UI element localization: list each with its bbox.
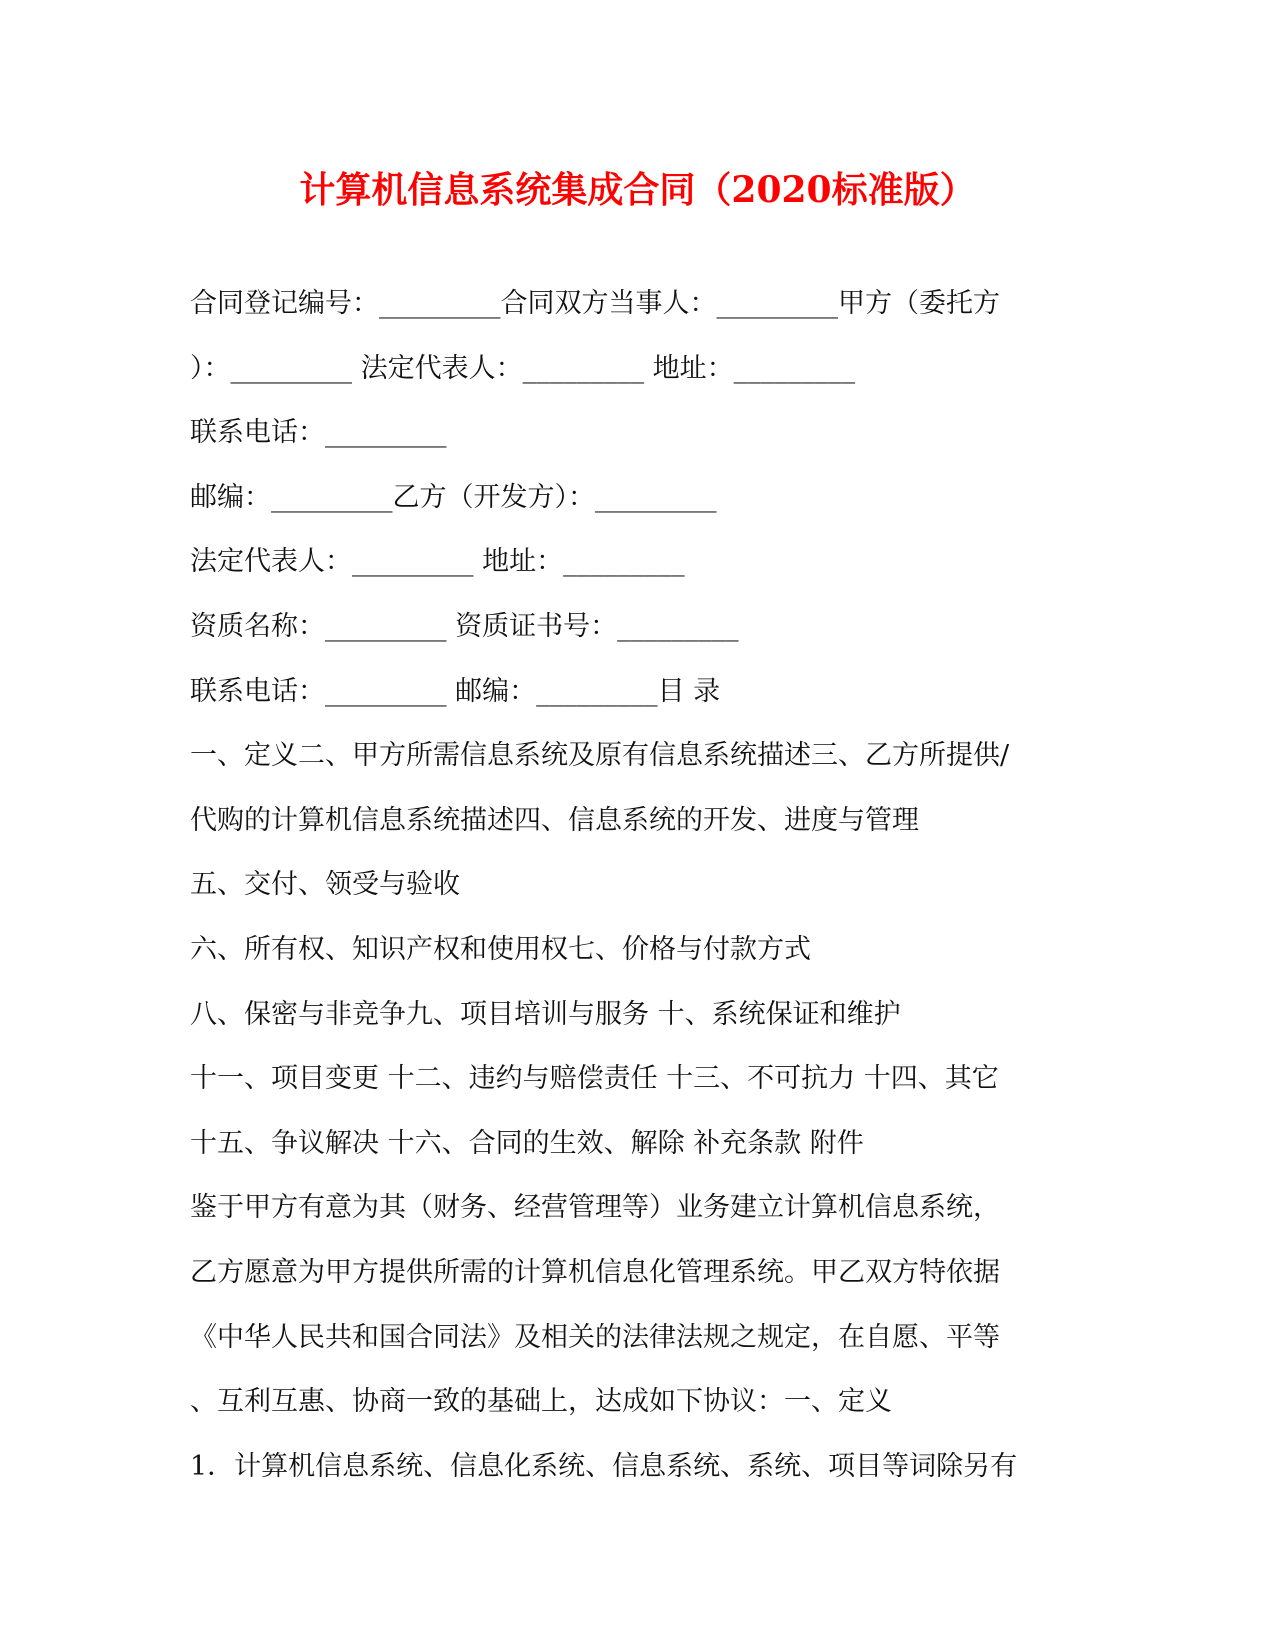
body-line: 联系电话：_________ — [190, 417, 447, 449]
body-line: 十五、争议解决 十六、合同的生效、解除 补充条款 附件 — [190, 1127, 864, 1159]
body-line: 一、定义二、甲方所需信息系统及原有信息系统描述三、乙方所提供/ — [190, 740, 1010, 772]
body-line: 乙方愿意为甲方提供所需的计算机信息化管理系统。甲乙双方特依据 — [190, 1256, 1000, 1288]
body-line: 1．计算机信息系统、信息化系统、信息系统、系统、项目等词除另有 — [190, 1450, 1018, 1482]
body-line: 联系电话：_________ 邮编：_________目 录 — [190, 675, 721, 707]
document-title: 计算机信息系统集成合同（2020标准版） — [299, 169, 976, 211]
document-body — [190, 283, 1090, 1510]
body-line: 代购的计算机信息系统描述四、信息系统的开发、进度与管理 — [190, 804, 919, 836]
body-line: 资质名称：_________ 资质证书号：_________ — [190, 610, 739, 642]
body-line: 邮编：_________乙方（开发方）：_________ — [190, 481, 717, 513]
body-line: 六、所有权、知识产权和使用权七、价格与付款方式 — [190, 933, 811, 965]
body-line: 法定代表人：_________ 地址：_________ — [190, 546, 685, 578]
body-line: 五、交付、领受与验收 — [190, 869, 460, 901]
body-line: ）：_________ 法定代表人：_________ 地址：_________ — [190, 352, 856, 384]
body-line: 、互利互惠、协商一致的基础上，达成如下协议：一、定义 — [190, 1386, 892, 1418]
body-line: 十一、项目变更 十二、违约与赔偿责任 十三、不可抗力 十四、其它 — [190, 1063, 999, 1095]
body-line: 《中华人民共和国合同法》及相关的法律法规之规定，在自愿、平等 — [190, 1321, 1000, 1353]
body-line: 八、保密与非竞争九、项目培训与服务 十、系统保证和维护 — [190, 998, 901, 1030]
body-line: 鉴于甲方有意为其（财务、经营管理等）业务建立计算机信息系统， — [190, 1192, 1000, 1224]
body-line: 合同登记编号：_________合同双方当事人：_________甲方（委托方 — [190, 288, 1000, 319]
